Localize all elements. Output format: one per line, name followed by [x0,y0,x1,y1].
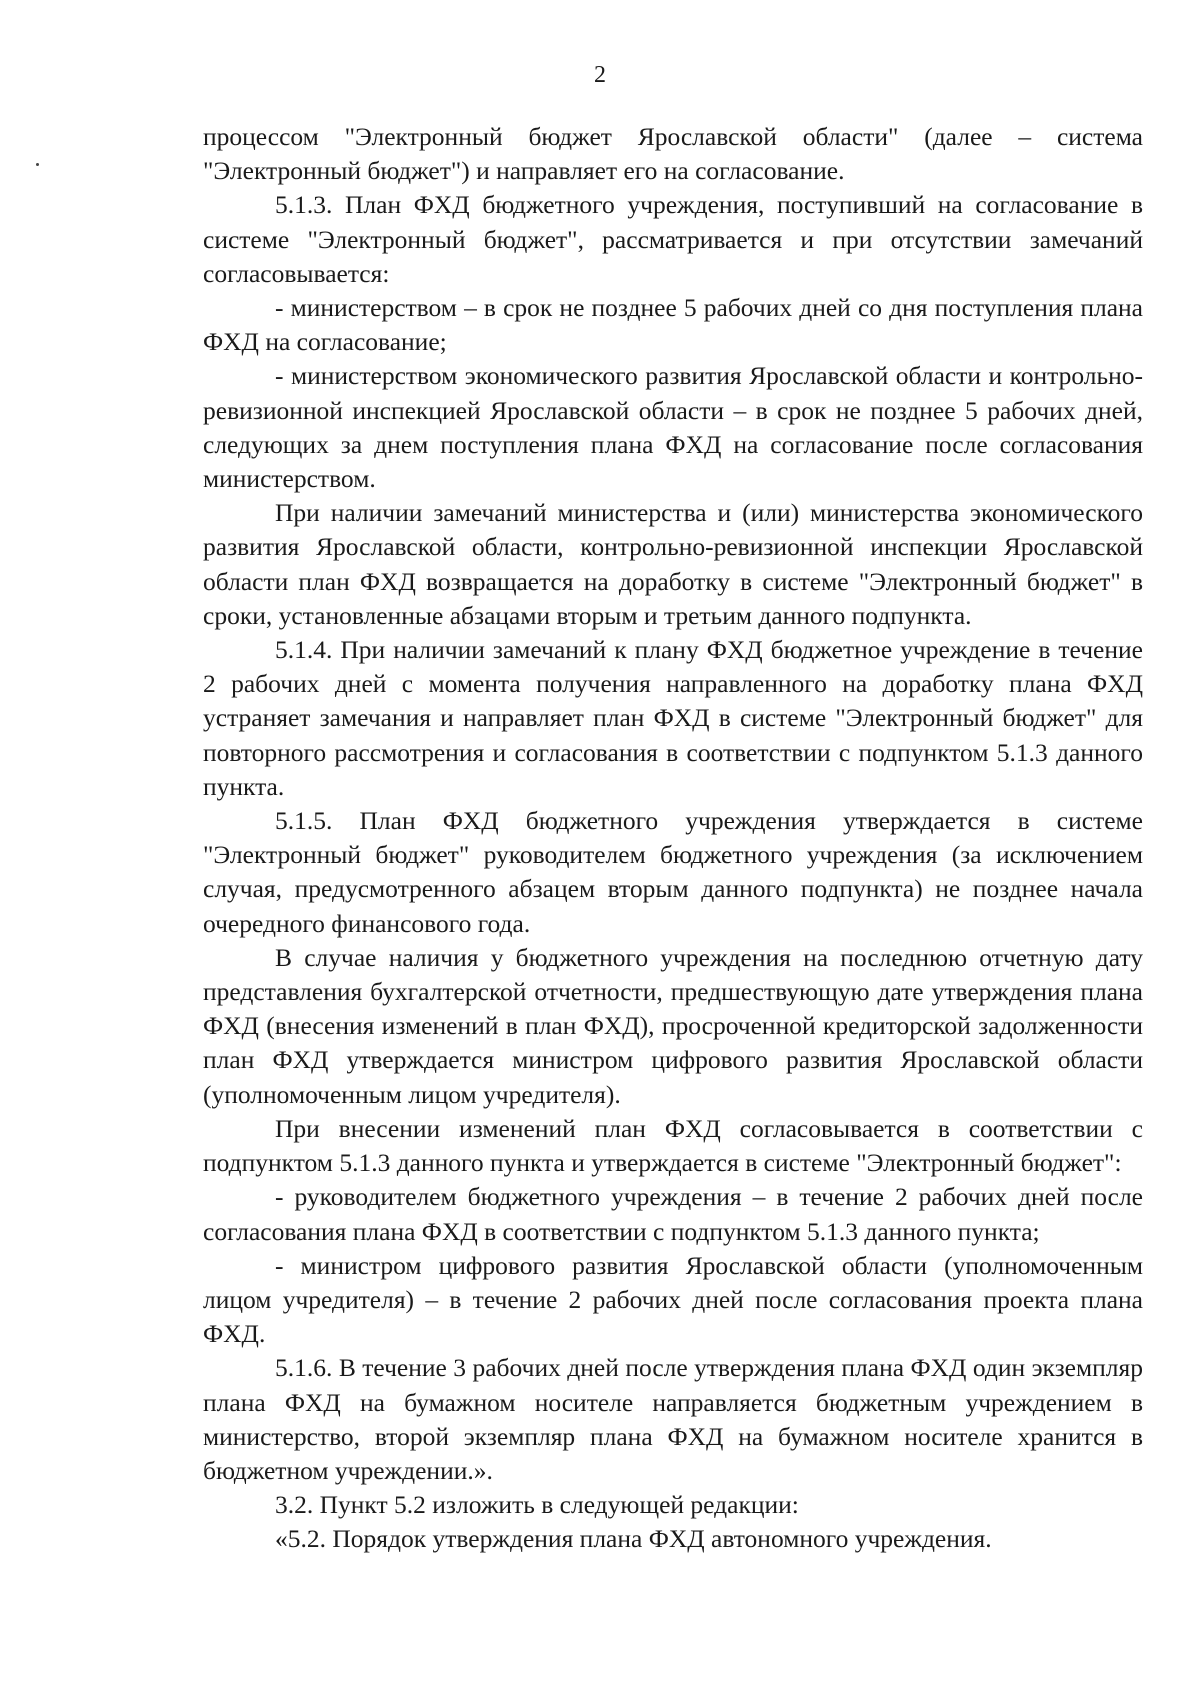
paragraph-5-1-5: 5.1.5. План ФХД бюджетного учреждения утверждается в системе "Электронный бюджет" руководителем бюджетного учреждения (за исключением случая, предусмотренного абзацем вторым данного подпункта) не позднее начала очередного финансового года. [203,806,1143,938]
paragraph-continuation: процессом "Электронный бюджет Ярославской области" (далее – система "Электронный бюджет") и направляет его на согласование. [203,122,1143,186]
paragraph-remarks-return: При наличии замечаний министерства и (или) министерства экономического развития Ярославской области, контрольно-ревизионной инспекции Ярославской области план ФХД возвращается на доработку в системе "Электронный бюджет" в сроки, установленные абзацами вторым и третьим данного подпункта. [203,498,1143,630]
list-item-economy-ministry-term: - министерством экономического развития Ярославской области и контрольно-ревизионной инспекцией Ярославской области – в срок не позднее 5 рабочих дней, следующих за днем поступления плана ФХД на согласование после согласования министерством. [203,361,1143,494]
scan-speck [36,163,39,166]
paragraph-5-1-6: 5.1.6. В течение 3 рабочих дней после утверждения плана ФХД один экземпляр плана ФХД на бумажном носителе направляется бюджетным учреждением в министерство, второй экземпляр плана ФХД на бумажном носителе хранится в бюджетном учреждении.». [203,1353,1143,1485]
paragraph-5-1-4: 5.1.4. При наличии замечаний к плану ФХД бюджетное учреждение в течение 2 рабочих дней с момента получения направленного на доработку плана ФХД устраняет замечания и направляет план ФХД в системе "Электронный бюджет" для повторного рассмотрения и согласования в соответствии с подпунктом 5.1.3 данного пункта. [203,635,1143,801]
paragraph-5-1-3: 5.1.3. План ФХД бюджетного учреждения, поступивший на согласование в системе "Электронный бюджет", рассматривается и при отсутствии замечаний согласовывается: [203,190,1143,288]
document-body [203,120,1143,1557]
paragraph-3-2: 3.2. Пункт 5.2 изложить в следующей редакции: [275,1490,799,1520]
paragraph-5-2-heading: «5.2. Порядок утверждения плана ФХД автономного учреждения. [275,1524,992,1554]
page-number: 2 [594,62,606,88]
paragraph-overdue-debt: В случае наличия у бюджетного учреждения на последнюю отчетную дату представления бухгалтерской отчетности, предшествующую дате утверждения плана ФХД (внесения изменений в план ФХД), просроченной кредиторской задолженности план ФХД утверждается министром цифрового развития Ярославской области (уполномоченным лицом учредителя). [203,942,1143,1109]
paragraph-changes-approval: При внесении изменений план ФХД согласовывается в соответствии с подпунктом 5.1.3 данного пункта и утверждается в системе "Электронный бюджет": [203,1113,1143,1178]
list-item-ministry-term: - министерством – в срок не позднее 5 рабочих дней со дня поступления плана ФХД на согласование; [203,293,1143,357]
list-item-head-approval: - руководителем бюджетного учреждения – в течение 2 рабочих дней после согласования плана ФХД в соответствии с подпунктом 5.1.3 данного пункта; [203,1182,1143,1246]
list-item-minister-approval: - министром цифрового развития Ярославской области (уполномоченным лицом учредителя) – в течение 2 рабочих дней после согласования проекта плана ФХД. [203,1250,1143,1349]
